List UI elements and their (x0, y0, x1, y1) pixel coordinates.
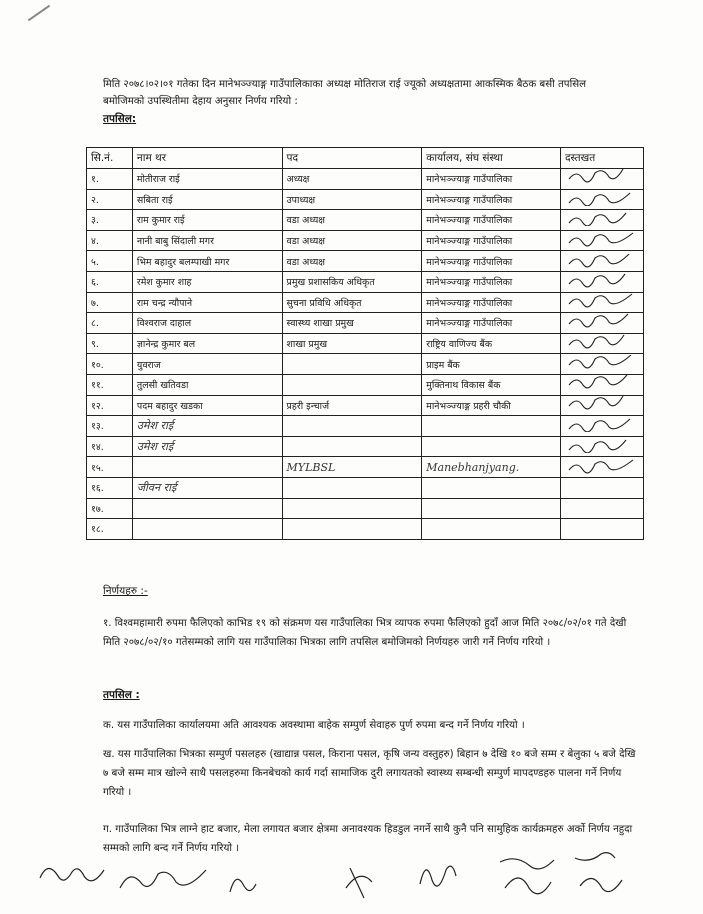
cell-name: भिम बहादुर बलम्पाखी मगर (132, 251, 282, 272)
cell-name: जीवन राई (132, 477, 282, 498)
cell-sn: ८. (87, 313, 133, 334)
cell-office (422, 477, 561, 498)
cell-post: उपाध्यक्ष (282, 189, 422, 210)
handwritten-signature (565, 416, 635, 432)
cell-name: राम चन्द्र न्यौपाने (132, 292, 282, 313)
handwritten-signature (565, 437, 635, 453)
cell-signature (560, 374, 643, 395)
handwritten-signature (565, 190, 635, 206)
cell-office (422, 416, 561, 437)
cell-sn: १०. (87, 354, 133, 375)
corner-pen-mark (28, 5, 50, 22)
cell-office: मानेभञ्ज्याङ्ग गाउँपालिका (422, 271, 561, 292)
cell-name (132, 457, 282, 478)
cell-office: प्राइम बैंक (422, 354, 561, 375)
table-row (87, 374, 644, 395)
cell-sn: १५. (87, 457, 133, 478)
table-row (87, 271, 644, 292)
cell-sn: १६. (87, 477, 133, 498)
cell-post (282, 519, 422, 540)
cell-post: सुचना प्रविधि अधिकृत (282, 292, 422, 313)
table-row (87, 519, 644, 540)
cell-sn: १. (87, 169, 133, 190)
cell-signature (560, 519, 643, 540)
cell-sn: ६. (87, 271, 133, 292)
cell-signature (560, 436, 643, 457)
table-header-row (87, 148, 644, 169)
cell-post (282, 374, 422, 395)
cell-sn: १८. (87, 519, 133, 540)
cell-post: MYLBSL (282, 457, 422, 478)
cell-office: Manebhanjyang. (422, 457, 561, 478)
cell-office: मानेभञ्ज्याङ्ग प्रहरी चौकी (422, 395, 561, 416)
cell-name: पदम बहादुर खडका (132, 395, 282, 416)
cell-post: वडा अध्यक्ष (282, 251, 422, 272)
table-row (87, 457, 644, 478)
intro-paragraph: मिति २०७८।०२।०१ गतेका दिन मानेभञ्ज्याङ्ग गाउँपालिकाका अध्यक्ष मोतिराज राई ज्यूको अध्यक्षतामा आकस्मिक बैठक बसी तपसिल बमोजिमको उपस्थितीमा देहाय अनुसार निर्णय गरियो : (103, 79, 586, 107)
cell-office: मानेभञ्ज्याङ्ग गाउँपालिका (422, 210, 561, 231)
cell-name: नानी बाबु सिंदाली मगर (132, 230, 282, 251)
cell-signature (560, 498, 643, 519)
handwritten-signature (565, 458, 635, 474)
cell-name: युवराज (132, 354, 282, 375)
cell-office: मानेभञ्ज्याङ्ग गाउँपालिका (422, 189, 561, 210)
cell-post (282, 498, 422, 519)
table-row (87, 333, 644, 354)
header-post: पद (282, 148, 422, 169)
cell-name: रमेश कुमार शाह (132, 271, 282, 292)
decision-1: १. विश्वमहामारी रुपमा फैलिएको काभिड १९ को संक्रमण यस गाउँपालिका भित्र व्यापक रुपमा फैलिएको हुदाँ आज मिति २०७८/०२/०१ गते देखी मिति २०७८/०२/१० गतेसम्मको लागि यस गाउँपालिका भित्रका लागि तपसिल बमोजिमको निर्णयहरु जारी गर्ने निर्णय गरियो । (103, 618, 627, 648)
handwritten-signature (565, 272, 635, 288)
cell-signature (560, 416, 643, 437)
cell-office (422, 498, 561, 519)
handwritten-signature (565, 396, 635, 412)
cell-office: मानेभञ्ज्याङ्ग गाउँपालिका (422, 313, 561, 334)
table-row (87, 395, 644, 416)
handwritten-signature (565, 169, 635, 185)
cell-name: मोतीराज राई (132, 169, 282, 190)
handwritten-signature (565, 313, 635, 329)
cell-post (282, 477, 422, 498)
cell-post (282, 436, 422, 457)
cell-office: मुक्तिनाथ विकास बैंक (422, 374, 561, 395)
table-row (87, 416, 644, 437)
handwritten-signature (565, 355, 635, 371)
table-row (87, 230, 644, 251)
bottom-signatures (0, 848, 703, 910)
cell-signature (560, 333, 643, 354)
cell-office: मानेभञ्ज्याङ्ग गाउँपालिका (422, 169, 561, 190)
cell-name: उमेश राई (132, 436, 282, 457)
table-row (87, 292, 644, 313)
handwritten-signature (565, 334, 635, 350)
cell-signature (560, 169, 643, 190)
cell-sn: ४. (87, 230, 133, 251)
cell-sn: २. (87, 189, 133, 210)
cell-signature (560, 457, 643, 478)
cell-signature (560, 477, 643, 498)
cell-post: अध्यक्ष (282, 169, 422, 190)
cell-signature (560, 271, 643, 292)
table-row (87, 210, 644, 231)
decision-item-ga: ग. गाउँपालिका भित्र लाग्ने हाट बजार, मेला लगायत बजार क्षेत्रमा अनावश्यक हिडडुल नगर्ने साथै कुनै पनि सामुहिक कार्यक्रमहरु अर्को निर्णय नहुदा सम्मको लागि बन्द गर्ने निर्णय गरियो । (103, 824, 633, 854)
cell-sn: ५. (87, 251, 133, 272)
handwritten-signature (565, 293, 635, 309)
header-signature: दस्तखत (560, 148, 643, 169)
cell-office (422, 436, 561, 457)
cell-sn: १२. (87, 395, 133, 416)
cell-name: विश्वराज दाहाल (132, 313, 282, 334)
cell-sn: १३. (87, 416, 133, 437)
cell-post: प्रमुख प्रशासकिय अधिकृत (282, 271, 422, 292)
cell-signature (560, 230, 643, 251)
table-row (87, 169, 644, 190)
cell-name (132, 498, 282, 519)
header-sn: सि.नं. (87, 148, 133, 169)
cell-post (282, 416, 422, 437)
table-row (87, 498, 644, 519)
handwritten-signature (565, 375, 635, 391)
cell-signature (560, 292, 643, 313)
handwritten-signature (565, 252, 635, 268)
table-row (87, 436, 644, 457)
cell-post: वडा अध्यक्ष (282, 210, 422, 231)
cell-name (132, 519, 282, 540)
attendance-table (86, 147, 644, 540)
table-row (87, 477, 644, 498)
decisions-heading: निर्णयहरु :- (103, 585, 148, 597)
cell-post: स्वास्थ्य शाखा प्रमुख (282, 313, 422, 334)
cell-office (422, 519, 561, 540)
cell-office: मानेभञ्ज्याङ्ग गाउँपालिका (422, 230, 561, 251)
signature-scribbles (0, 848, 703, 910)
cell-sn: ७. (87, 292, 133, 313)
handwritten-signature (565, 231, 635, 247)
cell-post: शाखा प्रमुख (282, 333, 422, 354)
header-office: कार्यालय, संघ संस्था (422, 148, 561, 169)
cell-office: राष्ट्रिय वाणिज्य बैंक (422, 333, 561, 354)
cell-sn: १७. (87, 498, 133, 519)
cell-name: तुलसी खतिवडा (132, 374, 282, 395)
cell-name: उमेश राई (132, 416, 282, 437)
table-row (87, 313, 644, 334)
cell-sn: ३. (87, 210, 133, 231)
table-row (87, 189, 644, 210)
decision-item-kha: ख. यस गाउँपालिका भित्रका सम्पुर्ण पसलहरु (खाद्यान्न पसल, किराना पसल, कृषि जन्य वस्तुहरु) बिहान ७ देखि १० बजे सम्म र बेलुका ५ बजे देखि ७ बजे सम्म मात्र खोल्ने साथै पसलहरुमा किनबेचको कार्य गर्दा सामाजिक दुरी लगायतको स्वास्थ्य सम्बन्धी सम्पुर्ण मापदण्डहरु पालना गर्ने निर्णय गरियो । (103, 749, 636, 798)
cell-post: प्रहरी इन्चार्ज (282, 395, 422, 416)
tapasil-heading: तपसिल: (103, 113, 137, 125)
cell-signature (560, 313, 643, 334)
cell-post (282, 354, 422, 375)
handwritten-signature (565, 210, 635, 226)
table-row (87, 354, 644, 375)
cell-name: ज्ञानेन्द्र कुमार बल (132, 333, 282, 354)
decision-item-ka: क. यस गाउँपालिका कार्यालयमा अति आवश्यक अवस्थामा बाहेक सम्पुर्ण सेवाहरु पुर्ण रुपमा बन्द गर्ने निर्णय गरियो । (103, 720, 525, 731)
table-row (87, 251, 644, 272)
cell-sn: ९. (87, 333, 133, 354)
cell-name: सबिता राई (132, 189, 282, 210)
cell-office: मानेभञ्ज्याङ्ग गाउँपालिका (422, 251, 561, 272)
cell-sn: ११. (87, 374, 133, 395)
cell-signature (560, 251, 643, 272)
cell-name: राम कुमार राई (132, 210, 282, 231)
cell-office: मानेभञ्ज्याङ्ग गाउँपालिका (422, 292, 561, 313)
tapasil-2-heading: तपसिल : (103, 689, 140, 701)
cell-sn: १४. (87, 436, 133, 457)
header-name: नाम थर (132, 148, 282, 169)
cell-signature (560, 395, 643, 416)
cell-signature (560, 210, 643, 231)
cell-signature (560, 354, 643, 375)
cell-post: वडा अध्यक्ष (282, 230, 422, 251)
cell-signature (560, 189, 643, 210)
